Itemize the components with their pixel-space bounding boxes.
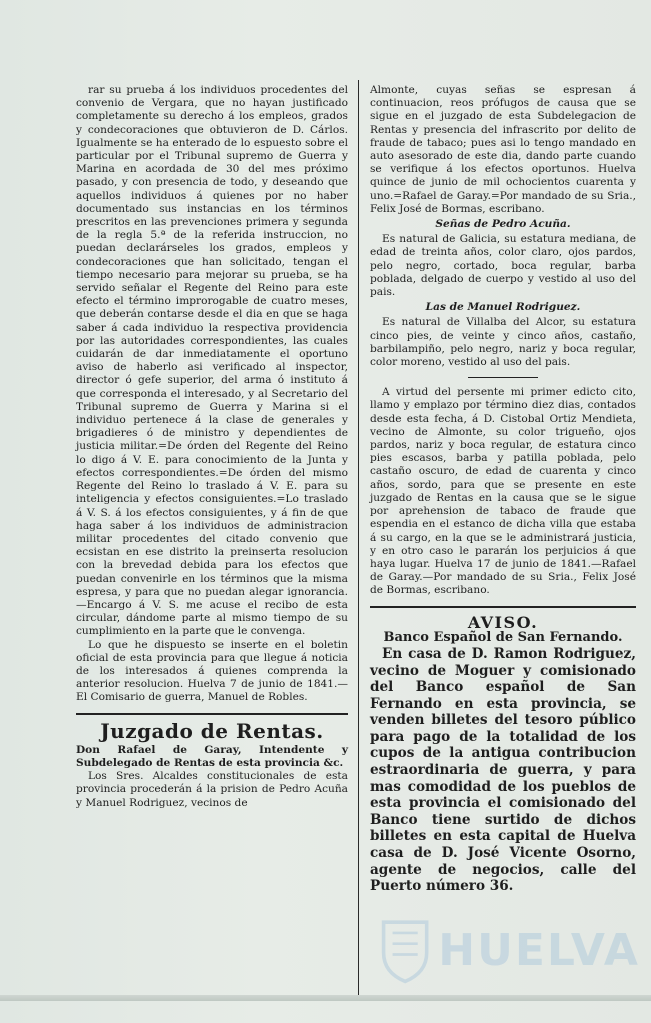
short-divider [468, 377, 538, 378]
left-paragraph-2: Lo que he dispuesto se inserte en el boletin oficial de esta provincia para que llegue á noticia de los interesados á quienes comprenda la anterior resolucion. Huelva 7 de junio de 1841.—El Comisario de guerra, Manuel de Robles. [76, 638, 348, 704]
aviso-title: AVISO. [467, 612, 539, 632]
shield-icon [380, 913, 430, 987]
column-rule [358, 80, 359, 997]
right-column [370, 84, 636, 895]
right-paragraph-2: Es natural de Galicia, su estatura mediana, de edad de treinta años, color claro, ojos pardos, pelo negro, cortado, boca regular, barba poblada, delgado de cuerpo y vestido al uso del pais. [370, 233, 636, 299]
left-paragraph-3: Los Sres. Alcaldes constitucionales de esta provincia procederán á la prision de Pedro Acuña y Manuel Rodriguez, vecinos de [76, 770, 348, 809]
subheading-manuel: Las de Manuel Rodriguez. [425, 301, 581, 314]
right-paragraph-1: Almonte, cuyas señas se espresan á continuacion, reos prófugos de causa que se sigue en el juzgado de esta Subdelegacion de Rentas y presencia del infrascrito por delito de fraude de tabaco; pues asi lo tengo mandado en auto asesorado de este dia, dando parte cuando se verifique á los efectos oportunos. Huelva quince de junio de mil ochocientos cuarenta y uno.=Rafael de Garay.=Por mandado de su Sria., Felix José de Bormas, escribano. [370, 84, 636, 215]
left-paragraph-1: rar su prueba á los individuos procedentes del convenio de Vergara, que no hayan justificado completamente su derecho á los empleos, grados y condecoraciones que obtuvieron de D. Cárlos. Igualmente se ha enterado de lo espuesto sobre el particular por el Tribunal supremo de Guerra y Marina en acordada de 30 del mes próximo pasado, y con presencia de todo, y deseando que aquellos individuos á quienes por no haber documentado sus instancias en los términos prescritos en las prevenciones primera y segunda de la regla 5.ª de la referida instruccion, no puedan declarárseles los grados, empleos y condecoraciones que han solicitado, tengan el tiempo necesario para mejorar su prueba, se ha servido señalar el Regente del Reino para este efecto el término improrogable de cuatro meses, que deberán contarse desde el dia en que se haga saber á cada individuo la respectiva providencia por las autoridades correspondientes, las cuales cuidarán de dar inmediatamente el oportuno aviso de haberlo asi verificado al inspector, director ó gefe superior, del arma ó instituto á que corresponda el interesado, y al Secretario del Tribunal supremo de Guerra y Marina si el individuo pertenece á la clase de generales y brigadieres ó de ministro y dependientes de justicia militar.=De órden del Regente del Reino lo digo á V. E. para conocimiento de la Junta y efectos correspondientes.=De órden del mismo Regente del Reino lo traslado á V. E. para su inteligencia y efectos consiguientes.=Lo traslado á V. S. á los efectos consiguientes, y á fin de que haga saber á los individuos de administracion militar procedentes del citado convenio que ecsistan en ese distrito la preinserta resolucion con la brevedad debida para los efectos que puedan convenirle en los términos que la misma espresa, y para que no puedan alegar ignorancia. —Encargo á V. S. me acuse el recibo de esta circular, dándome parte al mismo tiempo de su cumplimiento en la parte que le convenga. [76, 84, 348, 638]
subheading-pedro: Señas de Pedro Acuña. [435, 218, 571, 231]
aviso-body: En casa de D. Ramon Rodriguez, vecino de Moguer y comisionado del Banco español de San Fernando en esta provincia, se venden billetes del tesoro público para pago de la totalidad de los cupos de la antigua contribucion estraordinaria de guerra, y para mas comodidad de los pueblos de esta provincia el comisionado del Banco tiene surtido de dichos billetes en esta capital de Huelva casa de D. José Vicente Osorno, agente de negocios, calle del Puerto número 36. [370, 645, 636, 895]
right-paragraph-3: Es natural de Villalba del Alcor, su estatura cinco pies, de veinte y cinco años, castaño, barbilampiño, pelo negro, nariz y boca regular, color moreno, vestido al uso del pais. [370, 316, 636, 369]
huelva-watermark [380, 905, 640, 995]
juzgado-heading: Juzgado de Rentas. [100, 718, 324, 743]
left-column [76, 84, 348, 810]
aviso-divider [370, 606, 636, 608]
page-bottom-edge [0, 995, 651, 1001]
juzgado-intro: Don Rafael de Garay, Intendente y Subdelegado de Rentas de esta provincia &c. [76, 743, 348, 769]
watermark-text: HUELVA [438, 924, 640, 976]
aviso-subtitle: Banco Español de San Fernando. [383, 629, 623, 645]
right-paragraph-4: A virtud del persente mi primer edicto cito, llamo y emplazo por término diez dias, contados desde esta fecha, á D. Cistobal Ortiz Mendieta, vecino de Almonte, su color trigueño, ojos pardos, nariz y boca regular, de estatura cinco pies escasos, barba y patilla poblada, pelo castaño oscuro, de edad de cuarenta y cinco años, sordo, para que se presente en este juzgado de Rentas en la causa que se le sigue por aprehension de tabaco de fraude que espendia en el estanco de dicha villa que estaba á su cargo, en la que se le administrará justicia, y en otro caso le pararán los perjuicios á que haya lugar. Huelva 17 de junio de 1841.—Rafael de Garay.—Por mandado de su Sria., Felix José de Bormas, escribano. [370, 386, 636, 597]
section-divider [76, 713, 348, 715]
